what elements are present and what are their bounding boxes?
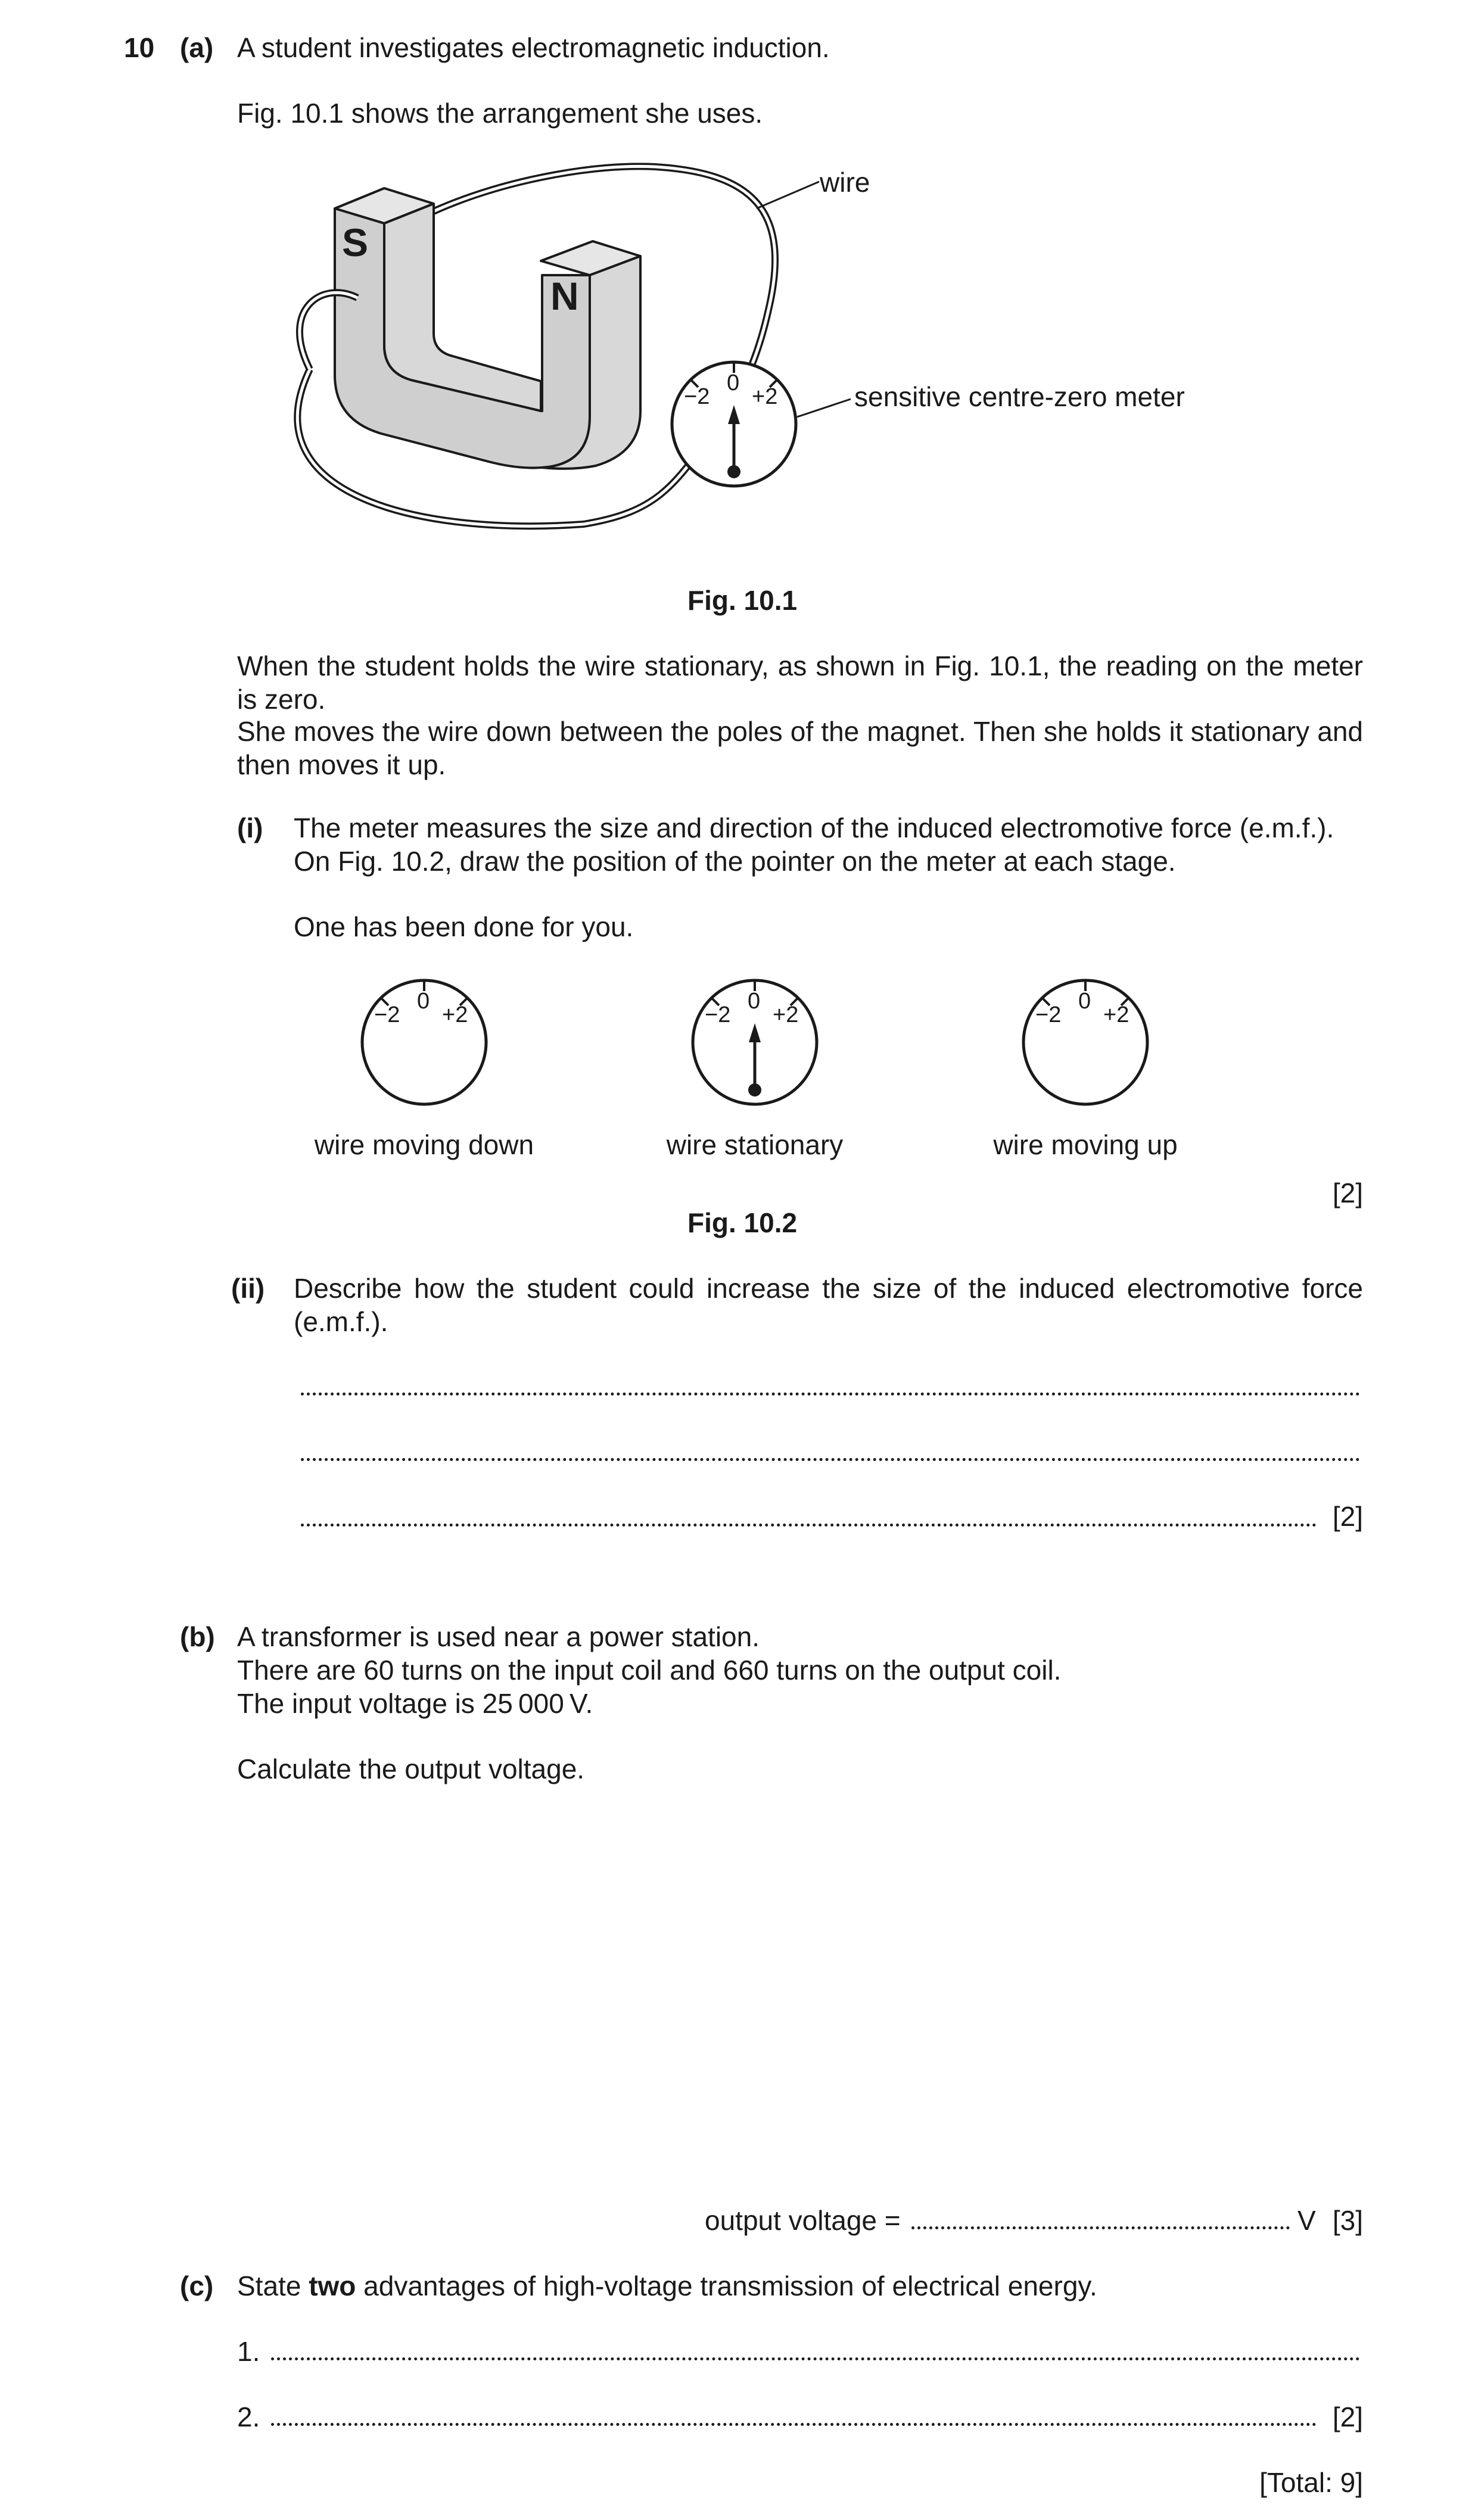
part-a-i-text-1: The meter measures the size and direction of the induced electromotive force (e.m.f.).: [294, 812, 1334, 843]
answer-line-c-2[interactable]: [271, 2423, 1317, 2426]
part-b-line-3: The input voltage is 25 000 V.: [237, 1688, 593, 1719]
part-a-i-text-3: One has been done for you.: [294, 911, 634, 942]
part-a-label: (a): [180, 32, 214, 63]
question-number: 10: [124, 32, 155, 63]
meter-up-scale-zero: 0: [1078, 989, 1091, 1014]
paragraph-stationary: When the student holds the wire stationary, as shown in Fig. 10.1, the reading on the meter is zero.: [237, 650, 1363, 715]
part-a-ii-text: Describe how the student could increase the size of the induced electromotive force (e.m.f.).: [294, 1273, 1363, 1337]
fig-10-1-caption: Fig. 10.1: [687, 585, 798, 616]
part-b-line-1: A transformer is used near a power station.: [237, 1621, 760, 1652]
part-b-line-2: There are 60 turns on the input coil and 660 turns on the output coil.: [237, 1655, 1062, 1686]
answer-line-c-1[interactable]: [271, 2357, 1360, 2360]
part-b-marks: [3]: [1332, 2205, 1363, 2236]
part-a-ii-marks: [2]: [1332, 1501, 1363, 1532]
magnet-s-label: S: [342, 220, 369, 264]
meter-stationary-scale-plus: +2: [773, 1002, 799, 1027]
part-c-text-bold: two: [309, 2270, 356, 2301]
output-voltage-prefix: output voltage =: [705, 2205, 901, 2236]
meter-1-scale-zero: 0: [727, 370, 740, 395]
meter-down-scale-minus: −2: [374, 1002, 400, 1027]
part-c-text: [237, 2269, 1097, 2303]
meter-up-scale-minus: −2: [1035, 1002, 1062, 1027]
answer-line-ii-1[interactable]: [301, 1393, 1360, 1395]
answer-line-ii-2[interactable]: [301, 1458, 1360, 1461]
meter-stationary-scale-minus: −2: [705, 1002, 731, 1027]
part-a-i-marks: [2]: [1332, 1178, 1363, 1208]
part-c-text-before: State: [237, 2270, 309, 2301]
meter-label: sensitive centre-zero meter: [854, 381, 1185, 412]
part-c-text-after: advantages of high-voltage transmission of electrical energy.: [356, 2270, 1097, 2301]
part-a-ii-label: (ii): [231, 1273, 265, 1304]
meter-1-scale-plus: +2: [752, 384, 778, 409]
meter-down-scale-zero: 0: [417, 989, 430, 1014]
part-a-i-text-2: On Fig. 10.2, draw the position of the pointer on the meter at each stage.: [294, 846, 1176, 877]
answer-line-ii-3[interactable]: [301, 1524, 1317, 1527]
part-b-label: (b): [180, 1621, 215, 1652]
wire-label: wire: [820, 167, 870, 198]
fig-10-2-caption: Fig. 10.2: [687, 1207, 798, 1238]
working-space[interactable]: [237, 1799, 1363, 2180]
magnet-n-label: N: [550, 274, 579, 318]
caption-wire-stationary: wire stationary: [666, 1129, 844, 1160]
part-c-item-1-label: 1.: [237, 2336, 260, 2367]
part-c-marks: [2]: [1332, 2401, 1363, 2432]
output-voltage-unit: V: [1297, 2205, 1316, 2236]
caption-wire-moving-down: wire moving down: [314, 1129, 534, 1160]
meter-stationary-scale-zero: 0: [748, 989, 761, 1014]
meter-up-scale-plus: +2: [1103, 1002, 1129, 1027]
part-c-label: (c): [180, 2270, 214, 2301]
part-c-item-2-label: 2.: [237, 2401, 260, 2432]
fig-10-1-reference: Fig. 10.1 shows the arrangement she uses.: [237, 98, 763, 129]
total-marks: [Total: 9]: [1259, 2467, 1363, 2498]
part-a-i-label: (i): [237, 812, 263, 843]
caption-wire-moving-up: wire moving up: [993, 1129, 1178, 1160]
part-b-line-4: Calculate the output voltage.: [237, 1753, 585, 1784]
output-voltage-answer-line[interactable]: [911, 2226, 1290, 2229]
paragraph-movement: She moves the wire down between the poles of the magnet. Then she holds it stationary and then moves it up.: [237, 716, 1363, 780]
meter-down-scale-plus: +2: [442, 1002, 468, 1027]
meter-1-scale-minus: −2: [684, 384, 710, 409]
part-a-intro: A student investigates electromagnetic induction.: [237, 32, 830, 63]
